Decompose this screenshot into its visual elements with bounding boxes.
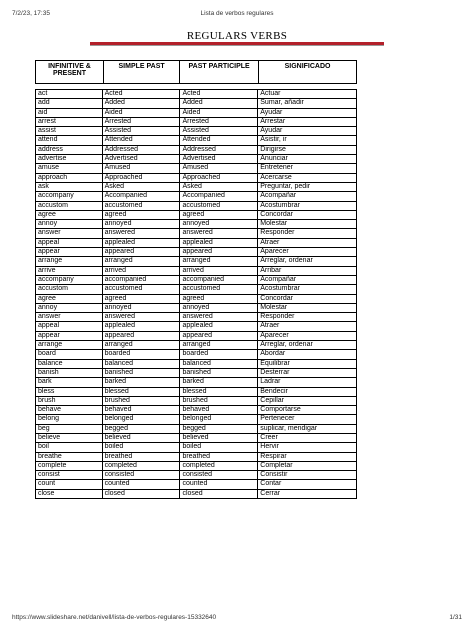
infinitive-cell: attend <box>36 136 103 145</box>
past-participle-cell: consisted <box>180 471 258 480</box>
header-past-participle: PAST PARTICIPLE <box>180 61 259 84</box>
infinitive-cell: bless <box>36 387 103 396</box>
table-row <box>36 275 357 284</box>
significado-cell: Contar <box>258 480 357 489</box>
infinitive-cell: arrest <box>36 117 103 126</box>
infinitive-cell: bark <box>36 378 103 387</box>
past-participle-cell: Attended <box>180 136 258 145</box>
simple-past-cell: Attended <box>102 136 180 145</box>
header-row <box>36 61 357 84</box>
simple-past-cell: agreed <box>102 210 180 219</box>
significado-cell: Actuar <box>258 90 357 99</box>
past-participle-cell: arrived <box>180 266 258 275</box>
header-significado: SIGNIFICADO <box>259 61 357 84</box>
infinitive-cell: advertise <box>36 155 103 164</box>
infinitive-cell: annoy <box>36 303 103 312</box>
simple-past-cell: answered <box>102 229 180 238</box>
significado-cell: Atraer <box>258 238 357 247</box>
simple-past-cell: appeared <box>102 248 180 257</box>
infinitive-cell: appear <box>36 248 103 257</box>
infinitive-cell: behave <box>36 406 103 415</box>
past-participle-cell: barked <box>180 378 258 387</box>
simple-past-cell: accustomed <box>102 201 180 210</box>
simple-past-cell: Assisted <box>102 127 180 136</box>
infinitive-cell: arrange <box>36 341 103 350</box>
table-row <box>36 210 357 219</box>
table-row <box>36 341 357 350</box>
simple-past-cell: arrived <box>102 266 180 275</box>
significado-cell: Arreglar, ordenar <box>258 341 357 350</box>
significado-cell: Ladrar <box>258 378 357 387</box>
simple-past-cell: applealed <box>102 322 180 331</box>
table-row <box>36 257 357 266</box>
infinitive-cell: board <box>36 350 103 359</box>
table-row <box>36 452 357 461</box>
past-participle-cell: banished <box>180 368 258 377</box>
significado-cell: Acostumbrar <box>258 201 357 210</box>
table-row <box>36 182 357 191</box>
infinitive-cell: agree <box>36 210 103 219</box>
infinitive-cell: appeal <box>36 322 103 331</box>
significado-cell: Aparecer <box>258 331 357 340</box>
infinitive-cell: amuse <box>36 164 103 173</box>
significado-cell: Pertenecer <box>258 415 357 424</box>
simple-past-cell: believed <box>102 433 180 442</box>
simple-past-cell: banished <box>102 368 180 377</box>
print-url: https://www.slideshare.net/danivell/lista-de-verbos-regulares-15332640 <box>12 614 217 621</box>
past-participle-cell: brushed <box>180 396 258 405</box>
significado-cell: Ayudar <box>258 127 357 136</box>
table-row <box>36 378 357 387</box>
table-row <box>36 396 357 405</box>
table-row <box>36 368 357 377</box>
print-datetime: 7/2/23, 17:35 <box>12 10 50 17</box>
past-participle-cell: Assisted <box>180 127 258 136</box>
simple-past-cell: Amused <box>102 164 180 173</box>
infinitive-cell: complete <box>36 461 103 470</box>
infinitive-cell: appeal <box>36 238 103 247</box>
simple-past-cell: behaved <box>102 406 180 415</box>
simple-past-cell: Approached <box>102 173 180 182</box>
infinitive-cell: approach <box>36 173 103 182</box>
table-row <box>36 285 357 294</box>
browser-print-header <box>12 10 462 20</box>
past-participle-cell: belonged <box>180 415 258 424</box>
infinitive-cell: beg <box>36 424 103 433</box>
simple-past-cell: Added <box>102 99 180 108</box>
table-row <box>36 90 357 99</box>
significado-cell: Acostumbrar <box>258 285 357 294</box>
infinitive-cell: believe <box>36 433 103 442</box>
past-participle-cell: behaved <box>180 406 258 415</box>
past-participle-cell: agreed <box>180 210 258 219</box>
past-participle-cell: balanced <box>180 359 258 368</box>
document-title: REGULARS VERBS <box>186 30 288 42</box>
simple-past-cell: Advertised <box>102 155 180 164</box>
past-participle-cell: Acted <box>180 90 258 99</box>
simple-past-cell: arranged <box>102 341 180 350</box>
past-participle-cell: Accompanied <box>180 192 258 201</box>
table-row <box>36 303 357 312</box>
past-participle-cell: annoyed <box>180 220 258 229</box>
significado-cell: Completar <box>258 461 357 470</box>
past-participle-cell: annoyed <box>180 303 258 312</box>
past-participle-cell: Asked <box>180 182 258 191</box>
infinitive-cell: answer <box>36 313 103 322</box>
past-participle-cell: arranged <box>180 341 258 350</box>
simple-past-cell: brushed <box>102 396 180 405</box>
significado-cell: suplicar, mendigar <box>258 424 357 433</box>
simple-past-cell: arranged <box>102 257 180 266</box>
significado-cell: Hervir <box>258 443 357 452</box>
past-participle-cell: answered <box>180 229 258 238</box>
simple-past-cell: boiled <box>102 443 180 452</box>
verbs-header-table <box>35 60 357 84</box>
table-row <box>36 294 357 303</box>
infinitive-cell: close <box>36 489 103 498</box>
table-row <box>36 117 357 126</box>
significado-cell: Arrestar <box>258 117 357 126</box>
significado-cell: Concordar <box>258 294 357 303</box>
past-participle-cell: Added <box>180 99 258 108</box>
table-row <box>36 313 357 322</box>
significado-cell: Acompañar <box>258 275 357 284</box>
table-row <box>36 229 357 238</box>
table-row <box>36 471 357 480</box>
past-participle-cell: arranged <box>180 257 258 266</box>
table-row <box>36 443 357 452</box>
header-simple-past: SIMPLE PAST <box>103 61 179 84</box>
past-participle-cell: accustomed <box>180 201 258 210</box>
significado-cell: Anunciar <box>258 155 357 164</box>
significado-cell: Concordar <box>258 210 357 219</box>
table-row <box>36 331 357 340</box>
infinitive-cell: boil <box>36 443 103 452</box>
table-row <box>36 322 357 331</box>
infinitive-cell: accustom <box>36 285 103 294</box>
simple-past-cell: begged <box>102 424 180 433</box>
table-row <box>36 136 357 145</box>
infinitive-cell: balance <box>36 359 103 368</box>
past-participle-cell: breathed <box>180 452 258 461</box>
significado-cell: Asistir, ir <box>258 136 357 145</box>
past-participle-cell: begged <box>180 424 258 433</box>
infinitive-cell: address <box>36 145 103 154</box>
table-row <box>36 201 357 210</box>
table-row <box>36 406 357 415</box>
table-row <box>36 164 357 173</box>
simple-past-cell: agreed <box>102 294 180 303</box>
infinitive-cell: answer <box>36 229 103 238</box>
infinitive-cell: ask <box>36 182 103 191</box>
infinitive-cell: appear <box>36 331 103 340</box>
past-participle-cell: accustomed <box>180 285 258 294</box>
significado-cell: Dirigirse <box>258 145 357 154</box>
past-participle-cell: believed <box>180 433 258 442</box>
simple-past-cell: breathed <box>102 452 180 461</box>
infinitive-cell: count <box>36 480 103 489</box>
past-participle-cell: boarded <box>180 350 258 359</box>
simple-past-cell: Addressed <box>102 145 180 154</box>
past-participle-cell: Aided <box>180 108 258 117</box>
significado-cell: Preguntar, pedir <box>258 182 357 191</box>
significado-cell: Comportarse <box>258 406 357 415</box>
significado-cell: Acompañar <box>258 192 357 201</box>
simple-past-cell: answered <box>102 313 180 322</box>
table-row <box>36 145 357 154</box>
print-page-number: 1/31 <box>449 614 462 621</box>
significado-cell: Ayudar <box>258 108 357 117</box>
header-infinitive: INFINITIVE & PRESENT <box>36 61 104 84</box>
past-participle-cell: answered <box>180 313 258 322</box>
infinitive-cell: add <box>36 99 103 108</box>
infinitive-cell: arrange <box>36 257 103 266</box>
simple-past-cell: Asked <box>102 182 180 191</box>
significado-cell: Consistir <box>258 471 357 480</box>
significado-cell: Atraer <box>258 322 357 331</box>
simple-past-cell: Acted <box>102 90 180 99</box>
infinitive-cell: accustom <box>36 201 103 210</box>
infinitive-cell: act <box>36 90 103 99</box>
infinitive-cell: arrive <box>36 266 103 275</box>
infinitive-cell: annoy <box>36 220 103 229</box>
past-participle-cell: accompanied <box>180 275 258 284</box>
simple-past-cell: applealed <box>102 238 180 247</box>
simple-past-cell: closed <box>102 489 180 498</box>
significado-cell: Entretener <box>258 164 357 173</box>
significado-cell: Bendecir <box>258 387 357 396</box>
significado-cell: Molestar <box>258 303 357 312</box>
significado-cell: Molestar <box>258 220 357 229</box>
table-row <box>36 359 357 368</box>
significado-cell: Acercarse <box>258 173 357 182</box>
past-participle-cell: appeared <box>180 248 258 257</box>
table-row <box>36 461 357 470</box>
significado-cell: Cerrar <box>258 489 357 498</box>
significado-cell: Arreglar, ordenar <box>258 257 357 266</box>
table-row <box>36 480 357 489</box>
significado-cell: Sumar, añadir <box>258 99 357 108</box>
simple-past-cell: annoyed <box>102 303 180 312</box>
past-participle-cell: boiled <box>180 443 258 452</box>
infinitive-cell: banish <box>36 368 103 377</box>
infinitive-cell: breathe <box>36 452 103 461</box>
past-participle-cell: Advertised <box>180 155 258 164</box>
table-row <box>36 424 357 433</box>
infinitive-cell: agree <box>36 294 103 303</box>
significado-cell: Respirar <box>258 452 357 461</box>
table-row <box>36 248 357 257</box>
simple-past-cell: Aided <box>102 108 180 117</box>
table-row <box>36 266 357 275</box>
title-underline-shadow <box>90 45 384 46</box>
significado-cell: Arribar <box>258 266 357 275</box>
table-row <box>36 415 357 424</box>
simple-past-cell: Accompanied <box>102 192 180 201</box>
simple-past-cell: belonged <box>102 415 180 424</box>
simple-past-cell: counted <box>102 480 180 489</box>
simple-past-cell: Arrested <box>102 117 180 126</box>
simple-past-cell: accustomed <box>102 285 180 294</box>
infinitive-cell: consist <box>36 471 103 480</box>
simple-past-cell: boarded <box>102 350 180 359</box>
significado-cell: Cepillar <box>258 396 357 405</box>
past-participle-cell: completed <box>180 461 258 470</box>
print-page-title: Lista de verbos regulares <box>200 10 274 17</box>
simple-past-cell: blessed <box>102 387 180 396</box>
past-participle-cell: closed <box>180 489 258 498</box>
infinitive-cell: belong <box>36 415 103 424</box>
significado-cell: Equilibrar <box>258 359 357 368</box>
table-row <box>36 238 357 247</box>
simple-past-cell: barked <box>102 378 180 387</box>
table-row <box>36 173 357 182</box>
table-row <box>36 155 357 164</box>
past-participle-cell: counted <box>180 480 258 489</box>
table-row <box>36 220 357 229</box>
table-row <box>36 108 357 117</box>
table-row <box>36 99 357 108</box>
past-participle-cell: Amused <box>180 164 258 173</box>
table-row <box>36 350 357 359</box>
infinitive-cell: brush <box>36 396 103 405</box>
simple-past-cell: completed <box>102 461 180 470</box>
verbs-table <box>35 89 357 499</box>
significado-cell: Responder <box>258 229 357 238</box>
table-row <box>36 433 357 442</box>
significado-cell: Abordar <box>258 350 357 359</box>
simple-past-cell: balanced <box>102 359 180 368</box>
table-row <box>36 127 357 136</box>
past-participle-cell: blessed <box>180 387 258 396</box>
simple-past-cell: annoyed <box>102 220 180 229</box>
verbs-table-body <box>36 90 357 499</box>
simple-past-cell: appeared <box>102 331 180 340</box>
table-row <box>36 489 357 498</box>
past-participle-cell: Arrested <box>180 117 258 126</box>
past-participle-cell: applealed <box>180 322 258 331</box>
simple-past-cell: accompanied <box>102 275 180 284</box>
significado-cell: Creer <box>258 433 357 442</box>
table-row <box>36 192 357 201</box>
past-participle-cell: agreed <box>180 294 258 303</box>
significado-cell: Desterrar <box>258 368 357 377</box>
past-participle-cell: Approached <box>180 173 258 182</box>
past-participle-cell: applealed <box>180 238 258 247</box>
infinitive-cell: accompany <box>36 192 103 201</box>
significado-cell: Responder <box>258 313 357 322</box>
past-participle-cell: Addressed <box>180 145 258 154</box>
infinitive-cell: assist <box>36 127 103 136</box>
past-participle-cell: appeared <box>180 331 258 340</box>
significado-cell: Aparecer <box>258 248 357 257</box>
infinitive-cell: aid <box>36 108 103 117</box>
simple-past-cell: consisted <box>102 471 180 480</box>
infinitive-cell: accompany <box>36 275 103 284</box>
table-row <box>36 387 357 396</box>
